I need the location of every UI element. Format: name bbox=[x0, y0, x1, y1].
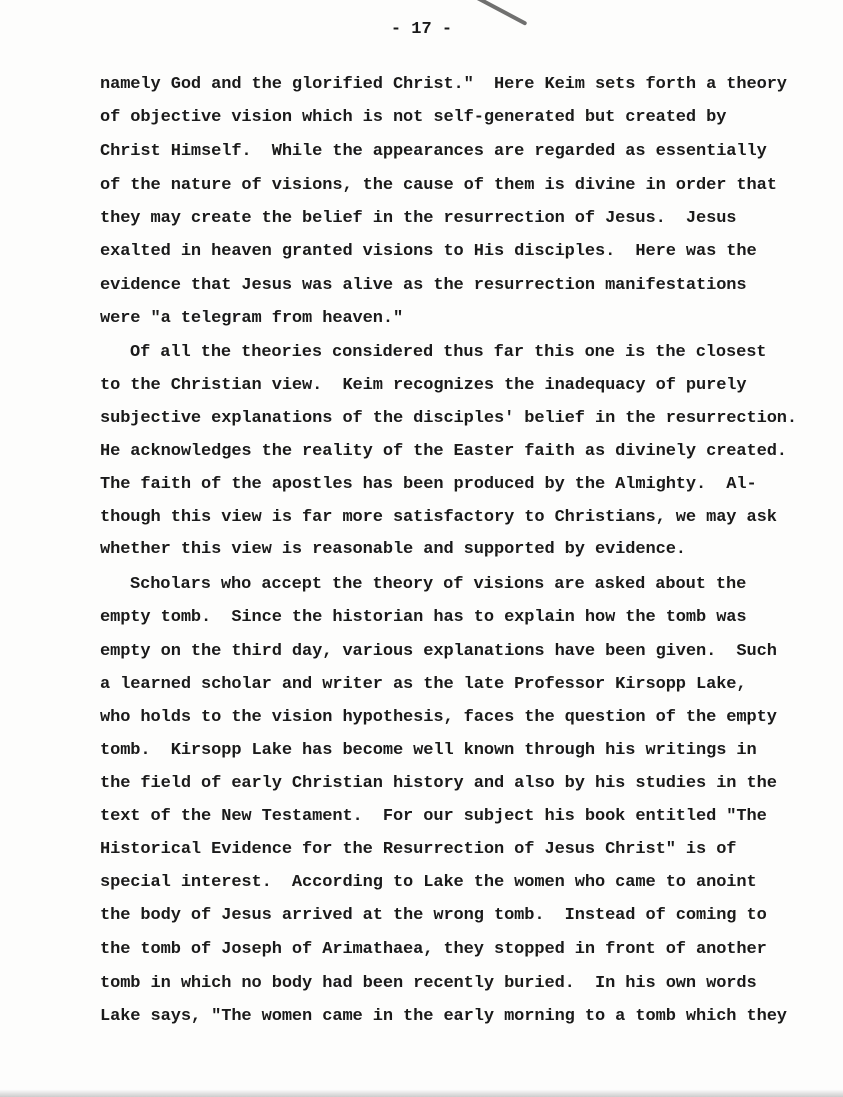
text-line: whether this view is reasonable and supported by evidence. bbox=[100, 540, 686, 559]
text-line: a learned scholar and writer as the late Professor Kirsopp Lake, bbox=[100, 675, 747, 694]
text-line: of the nature of visions, the cause of them is divine in order that bbox=[100, 176, 777, 195]
text-line: of objective vision which is not self-generated but created by bbox=[100, 108, 727, 127]
text-line: though this view is far more satisfactory to Christians, we may ask bbox=[100, 508, 777, 527]
text-line: The faith of the apostles has been produced by the Almighty. Al- bbox=[100, 475, 757, 494]
text-line: special interest. According to Lake the women who came to anoint bbox=[100, 873, 757, 892]
text-line: the field of early Christian history and also by his studies in the bbox=[100, 774, 777, 793]
text-line: the tomb of Joseph of Arimathaea, they stopped in front of another bbox=[100, 940, 767, 959]
text-line: namely God and the glorified Christ." Here Keim sets forth a theory bbox=[100, 75, 787, 94]
text-line: empty tomb. Since the historian has to explain how the tomb was bbox=[100, 608, 747, 627]
text-line: the body of Jesus arrived at the wrong tomb. Instead of coming to bbox=[100, 906, 767, 925]
text-line: Christ Himself. While the appearances are regarded as essentially bbox=[100, 142, 767, 161]
text-line: He acknowledges the reality of the Easter faith as divinely created. bbox=[100, 442, 787, 461]
text-line: tomb in which no body had been recently buried. In his own words bbox=[100, 974, 757, 993]
text-line: subjective explanations of the disciples' belief in the resurrection. bbox=[100, 409, 798, 428]
text-line: to the Christian view. Keim recognizes the inadequacy of purely bbox=[100, 376, 747, 395]
text-line: text of the New Testament. For our subject his book entitled "The bbox=[100, 807, 767, 826]
text-line: Historical Evidence for the Resurrection of Jesus Christ" is of bbox=[100, 840, 737, 859]
text-line: evidence that Jesus was alive as the resurrection manifestations bbox=[100, 276, 747, 295]
text-line: empty on the third day, various explanations have been given. Such bbox=[100, 642, 777, 661]
text-line: exalted in heaven granted visions to His disciples. Here was the bbox=[100, 242, 757, 261]
text-line: they may create the belief in the resurrection of Jesus. Jesus bbox=[100, 209, 737, 228]
page-number: - 17 - bbox=[390, 20, 453, 39]
page-edge bbox=[0, 1089, 843, 1097]
text-line: were "a telegram from heaven." bbox=[100, 309, 404, 328]
text-line: who holds to the vision hypothesis, faces the question of the empty bbox=[100, 708, 777, 727]
text-line: Scholars who accept the theory of visions are asked about the bbox=[130, 575, 747, 594]
text-line: tomb. Kirsopp Lake has become well known through his writings in bbox=[100, 741, 757, 760]
text-line: Lake says, "The women came in the early morning to a tomb which they bbox=[100, 1007, 787, 1026]
text-line: Of all the theories considered thus far this one is the closest bbox=[130, 343, 767, 362]
